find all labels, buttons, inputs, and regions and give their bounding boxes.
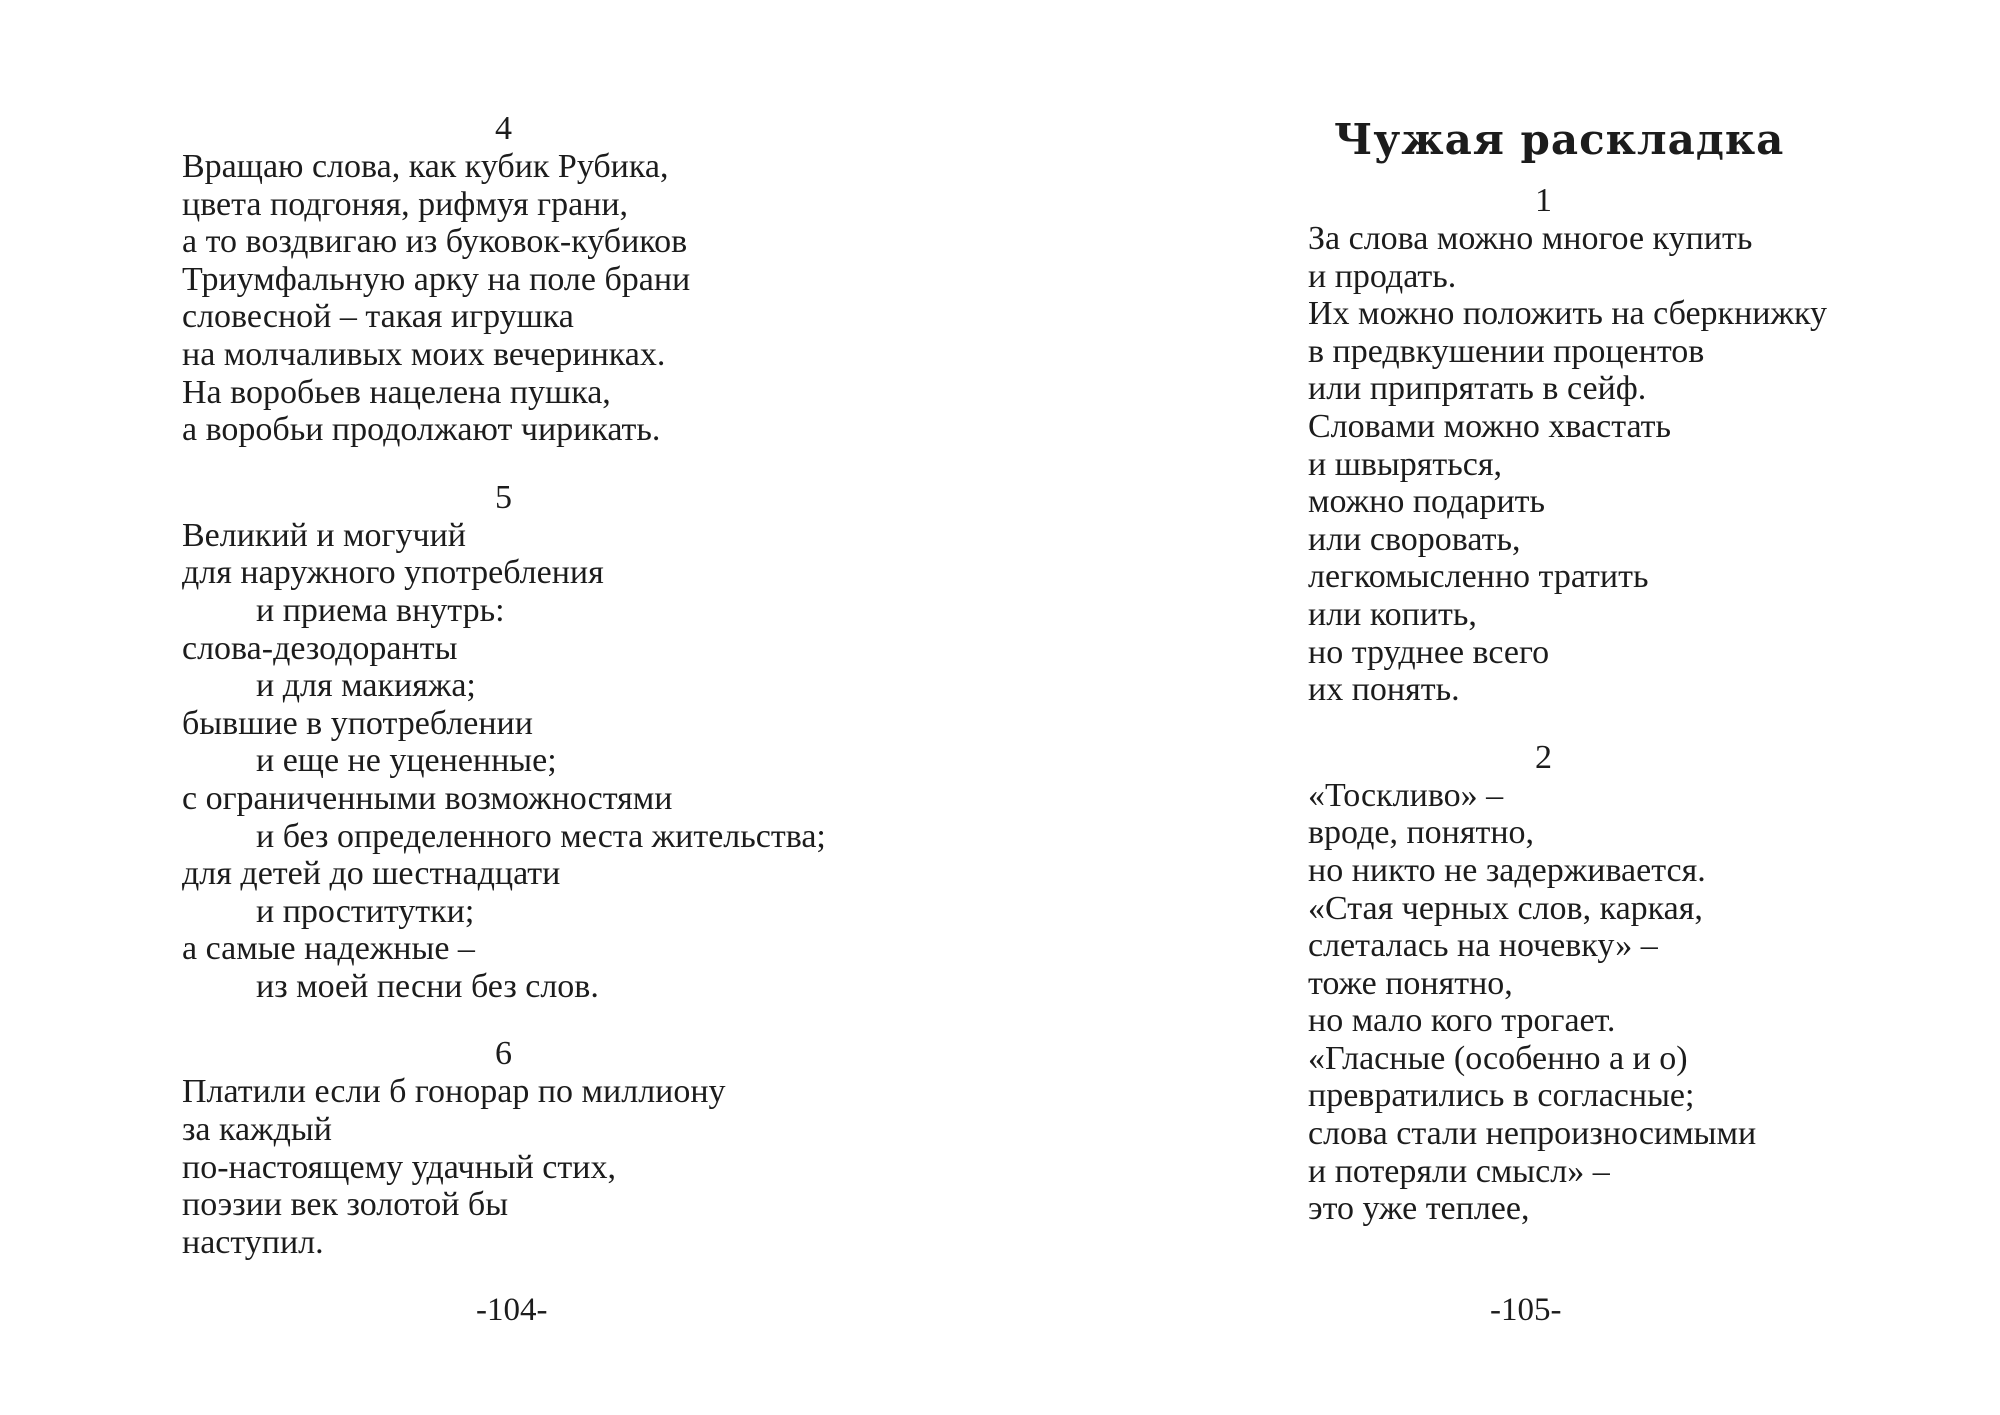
section-number: 5 <box>495 478 512 516</box>
poem-line: поэзии век золотой бы <box>182 1186 509 1224</box>
poem-line: это уже теплее, <box>1308 1190 1530 1228</box>
poem-line: бывшие в употреблении <box>182 704 533 742</box>
poem-line: для наружного употребления <box>182 554 604 592</box>
poem-line: «Стая черных слов, каркая, <box>1308 889 1703 927</box>
poem-line: наступил. <box>182 1223 324 1261</box>
poem-line: вроде, понятно, <box>1308 814 1535 852</box>
poem-line: Платили если б гонорар по миллиону <box>182 1073 726 1111</box>
right-text-column <box>1308 115 1998 1228</box>
left-text-column <box>182 110 902 1261</box>
poem-line: словесной – такая игрушка <box>182 298 574 336</box>
poem-line: и для макияжа; <box>256 667 476 705</box>
poem-line: за каждый <box>182 1111 332 1149</box>
poem-line: и продать. <box>1308 257 1457 295</box>
poem-line: Словами можно хвастать <box>1308 407 1672 445</box>
section-number: 4 <box>495 110 512 147</box>
poem-line: Их можно положить на сберкнижку <box>1308 295 1827 333</box>
poem-line: тоже понятно, <box>1308 964 1513 1002</box>
poem-line: или припрятать в сейф. <box>1308 370 1647 408</box>
poem-line: и еще не уцененные; <box>256 742 557 780</box>
poem-line: и проститутки; <box>256 892 475 930</box>
poem-line: «Гласные (особенно а и о) <box>1308 1039 1688 1077</box>
section-number: 6 <box>495 1035 512 1073</box>
section-number: 2 <box>1535 738 1552 776</box>
section-number: 1 <box>1535 182 1552 219</box>
poem-line: но мало кого трогает. <box>1308 1002 1616 1040</box>
poem-line: на молчаливых моих вечеринках. <box>182 335 666 373</box>
right-page-number: -105- <box>1490 1292 1562 1328</box>
poem-line: а воробьи продолжают чирикать. <box>182 411 661 449</box>
poem-line: и приема внутрь: <box>256 591 505 629</box>
poem-line: в предвкушении процентов <box>1308 332 1705 370</box>
poem-line: Триумфальную арку на поле брани <box>182 260 691 298</box>
poem-line: На воробьев нацелена пушка, <box>182 373 611 411</box>
poem-line: для детей до шестнадцати <box>182 855 561 893</box>
poem-line: и потеряли смысл» – <box>1308 1152 1610 1190</box>
poem-line: можно подарить <box>1308 483 1546 521</box>
poem-line: «Тоскливо» – <box>1308 776 1504 814</box>
stanza-gap <box>1308 709 1998 719</box>
poem-line: или копить, <box>1308 595 1477 633</box>
poem-line: слеталась на ночевку» – <box>1308 927 1658 965</box>
poem-line: их понять. <box>1308 671 1460 709</box>
poem-line: За слова можно многое купить <box>1308 220 1753 257</box>
poem-line: и швыряться, <box>1308 445 1503 483</box>
poem-line: Великий и могучий <box>182 516 466 554</box>
poem-line: а самые надежные – <box>182 930 475 968</box>
stanza-gap <box>182 449 902 479</box>
poem-title: Чужая раскладка <box>1334 115 1785 164</box>
poem-line: цвета подгоняя, рифмуя грани, <box>182 185 629 223</box>
poem-line: слова стали непроизносимыми <box>1308 1115 1757 1153</box>
poem-line: легкомысленно тратить <box>1308 558 1649 596</box>
right-page <box>1000 0 2000 1415</box>
poem-line: с ограниченными возможностями <box>182 779 673 817</box>
poem-line: но никто не задерживается. <box>1308 851 1706 889</box>
poem-line: а то воздвигаю из буковок-кубиков <box>182 223 688 261</box>
poem-line: или своровать, <box>1308 520 1521 558</box>
poem-line: из моей песни без слов. <box>256 967 599 1005</box>
left-page-number: -104- <box>476 1292 548 1328</box>
poem-line: и без определенного места жительства; <box>256 817 826 855</box>
poem-line: Вращаю слова, как кубик Рубика, <box>182 148 669 185</box>
stanza-gap <box>182 1005 902 1035</box>
poem-line: превратились в согласные; <box>1308 1077 1695 1115</box>
poem-line: по-настоящему удачный стих, <box>182 1148 616 1186</box>
poem-line: слова-дезодоранты <box>182 629 458 667</box>
poem-line: но труднее всего <box>1308 633 1550 671</box>
